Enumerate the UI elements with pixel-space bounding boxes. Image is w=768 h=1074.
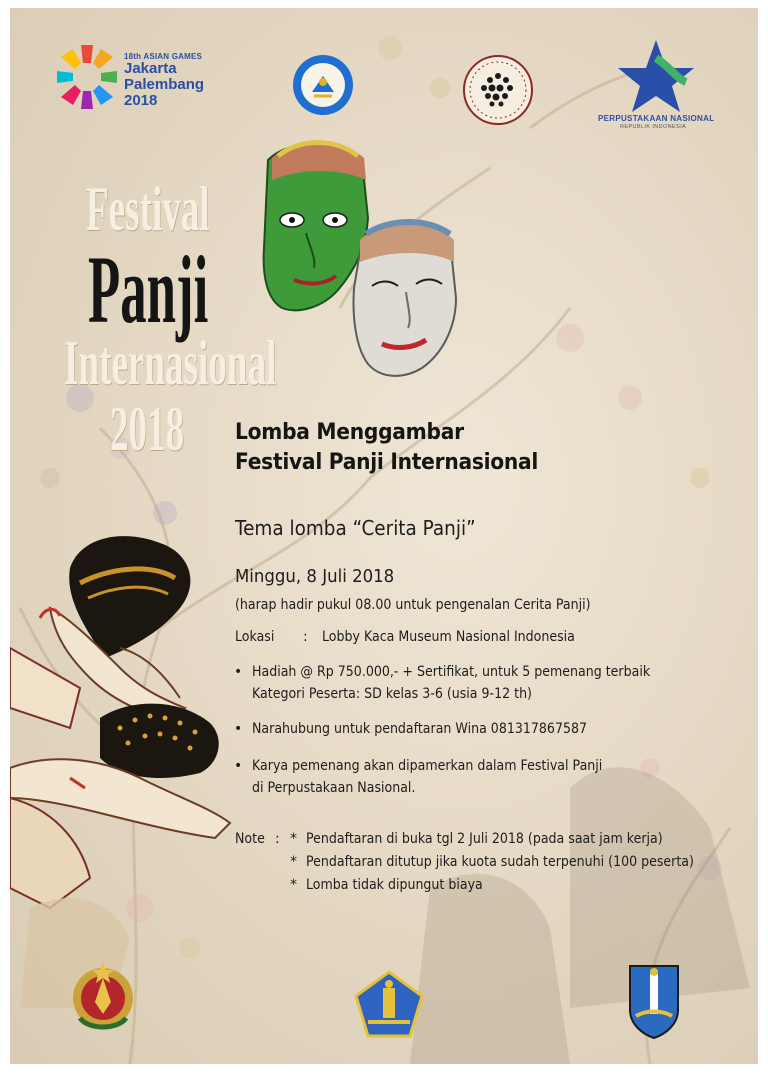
title-panji: Panji [88, 236, 209, 343]
kemdikbud-logo [292, 54, 354, 121]
bullet-icon: • [234, 721, 243, 737]
theme-text: Tema lomba “Cerita Panji” [235, 516, 476, 540]
bullet-icon: • [234, 758, 243, 774]
title-year: 2018 [110, 393, 185, 464]
topeng-masks [264, 142, 456, 376]
museum-nasional-logo [462, 54, 534, 131]
location-colon: : [303, 629, 308, 645]
contact-text: Narahubung untuk pendaftaran Wina 081317867587 [252, 721, 588, 737]
note-label: Note [235, 831, 265, 847]
exhibition-text-cont: di Perpustakaan Nasional. [252, 780, 416, 796]
event-heading-line1: Lomba Menggambar [235, 420, 464, 445]
provincial-emblem-center [354, 970, 424, 1045]
prize-text: Hadiah @ Rp 750.000,- + Sertifikat, untuk 5 pemenang terbaik [252, 664, 651, 680]
event-date: Minggu, 8 Juli 2018 [235, 566, 395, 587]
provincial-emblem-left [68, 958, 138, 1043]
festival-poster [10, 8, 758, 1064]
location-value: Lobby Kaca Museum Nasional Indonesia [322, 629, 575, 645]
asian-games-logo [54, 42, 120, 117]
note-star: * [290, 877, 297, 893]
title-festival: Festival [86, 173, 210, 244]
title-internasional: Internasional [64, 327, 277, 398]
bullet-icon: • [234, 664, 243, 680]
wayang-figure-upper [10, 536, 190, 728]
note-star: * [290, 854, 297, 870]
location-label: Lokasi [235, 629, 275, 645]
event-heading-line2: Festival Panji Internasional [235, 450, 539, 475]
perpustakaan-subtitle: REPUBLIK INDONESIA [620, 124, 687, 130]
jawa-timur-emblem [624, 960, 684, 1045]
note-item: Pendaftaran ditutup jika kuota sudah terpenuhi (100 peserta) [306, 854, 694, 870]
category-text: Kategori Peserta: SD kelas 3-6 (usia 9-12 th) [252, 686, 532, 702]
note-item: Pendaftaran di buka tgl 2 Juli 2018 (pada saat jam kerja) [306, 831, 663, 847]
attendance-note: (harap hadir pukul 08.00 untuk pengenalan Cerita Panji) [235, 597, 591, 613]
note-star: * [290, 831, 297, 847]
perpustakaan-nasional-logo [616, 38, 696, 119]
note-item: Lomba tidak dipungut biaya [306, 877, 483, 893]
note-colon: : [275, 831, 280, 847]
asian-games-wordmark: 18th ASIAN GAMES Jakarta Palembang 2018 [124, 52, 205, 109]
perpustakaan-name: PERPUSTAKAAN NASIONAL [598, 114, 715, 123]
exhibition-text: Karya pemenang akan dipamerkan dalam Festival Panji [252, 758, 603, 774]
